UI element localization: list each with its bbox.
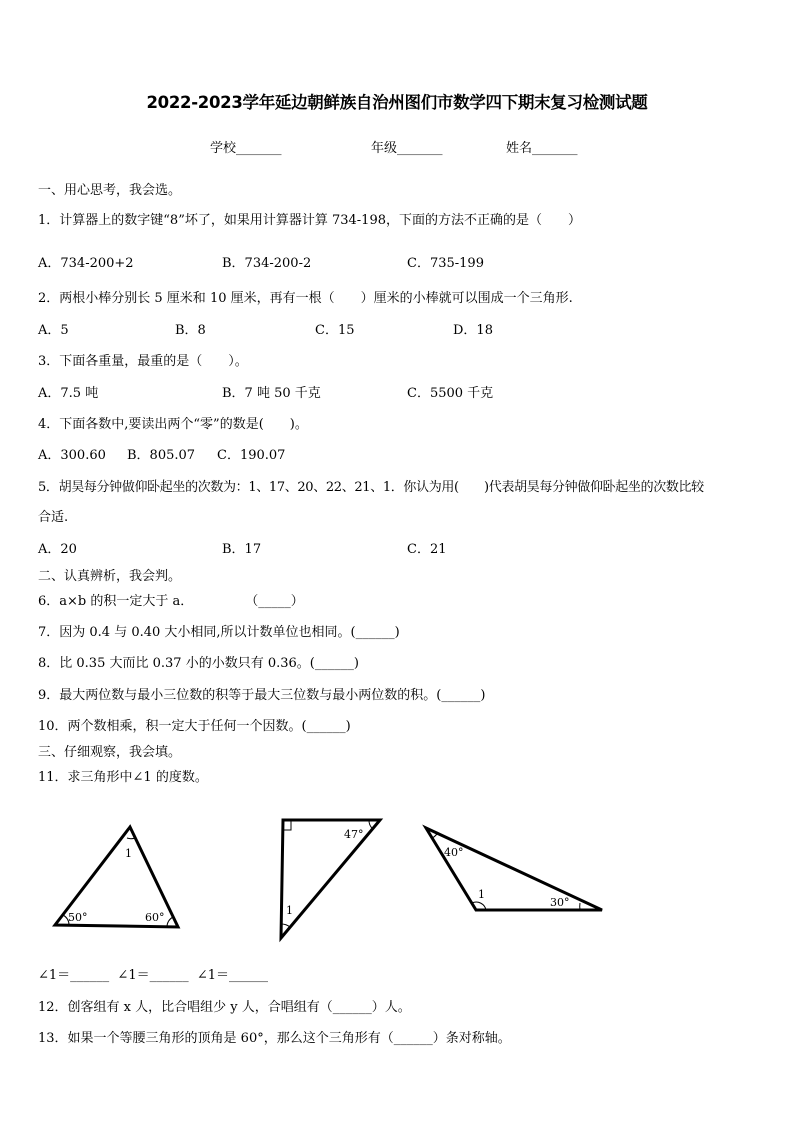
q1-option-c[interactable]: C．735-199 [407, 256, 484, 271]
page-title: 2022-2023学年延边朝鲜族自治州图们市数学四下期末复习检测试题 [146, 93, 648, 112]
question-12: 12．创客组有 x 人，比合唱组少 y 人，合唱组有（______）人。 [38, 1000, 411, 1015]
name-field[interactable]: 姓名_______ [506, 141, 578, 156]
q5-option-c[interactable]: C．21 [407, 542, 447, 557]
question-5: 5．胡昊每分钟做仰卧起坐的次数为：1、17、20、22、21、1．你认为用( )代表胡昊每分钟做仰卧起坐的次数比较 [38, 480, 704, 495]
triangle-3-angle-right: 30° [550, 896, 570, 909]
q2-option-d[interactable]: D．18 [453, 323, 493, 338]
triangle-1-arc-top [127, 838, 135, 839]
section-heading-1: 一、用心思考，我会选。 [38, 183, 182, 198]
question-10: 10．两个数相乘，积一定大于任何一个因数。(______) [38, 719, 351, 734]
triangle-1-angle-right: 60° [145, 911, 165, 924]
q4-option-c[interactable]: C．190.07 [217, 448, 286, 463]
grade-field[interactable]: 年级_______ [371, 141, 443, 156]
q2-option-a[interactable]: A．5 [38, 323, 69, 338]
section-heading-2: 二、认真辨析，我会判。 [38, 569, 182, 584]
question-7: 7．因为 0.4 与 0.40 大小相同,所以计数单位也相同。(______) [38, 625, 400, 640]
question-11-answers[interactable]: ∠1＝______ ∠1＝______ ∠1＝______ [38, 968, 269, 983]
triangle-figure-3 [420, 822, 610, 917]
q2-option-c[interactable]: C．15 [315, 323, 355, 338]
triangle-2-angle-top: 47° [344, 828, 364, 841]
q2-option-b[interactable]: B．8 [175, 323, 206, 338]
q3-option-c[interactable]: C．5500 千克 [407, 386, 494, 401]
question-3: 3．下面各重量，最重的是（ ）。 [38, 354, 248, 369]
triangle-3-angle-left: 40° [444, 846, 464, 859]
triangle-figure-2 [274, 815, 386, 943]
triangle-3-outline [426, 828, 602, 910]
triangle-2-outline [281, 820, 380, 938]
question-1: 1．计算器上的数字键“8”坏了，如果用计算器计算 734-198，下面的方法不正确的是（ ） [38, 213, 581, 228]
question-4: 4．下面各数中,要读出两个“零”的数是( )。 [38, 417, 308, 432]
triangle-3-angle-mid: 1 [478, 888, 485, 901]
q5-option-b[interactable]: B．17 [222, 542, 262, 557]
q1-option-b[interactable]: B．734-200-2 [222, 256, 312, 271]
q4-option-a[interactable]: A．300.60 [38, 448, 106, 463]
triangle-1-angle-left: 50° [68, 911, 88, 924]
question-9: 9．最大两位数与最小三位数的积等于最大三位数与最小两位数的积。(______) [38, 688, 486, 703]
question-2: 2．两根小棒分别长 5 厘米和 10 厘米，再有一根（ ）厘米的小棒就可以围成一个三角形. [38, 291, 573, 306]
question-5-continued: 合适. [38, 510, 69, 525]
q5-option-a[interactable]: A．20 [38, 542, 77, 557]
question-11: 11．求三角形中∠1 的度数。 [38, 770, 208, 785]
question-6: 6．a×b 的积一定大于 a． （_____） [38, 594, 304, 609]
school-field[interactable]: 学校_______ [210, 141, 282, 156]
q3-option-b[interactable]: B．7 吨 50 千克 [222, 386, 321, 401]
question-8: 8．比 0.35 大而比 0.37 小的小数只有 0.36。(______) [38, 656, 359, 671]
triangle-1-angle-top: 1 [125, 847, 132, 860]
question-13: 13．如果一个等腰三角形的顶角是 60°，那么这个三角形有（______）条对称轴。 [38, 1031, 511, 1046]
triangle-figure-1 [50, 822, 185, 932]
q3-option-a[interactable]: A．7.5 吨 [38, 386, 99, 401]
section-heading-3: 三、仔细观察，我会填。 [38, 745, 182, 760]
q1-option-a[interactable]: A．734-200+2 [38, 256, 134, 271]
triangle-2-angle-bottom: 1 [286, 904, 293, 917]
q4-option-b[interactable]: B．805.07 [127, 448, 196, 463]
